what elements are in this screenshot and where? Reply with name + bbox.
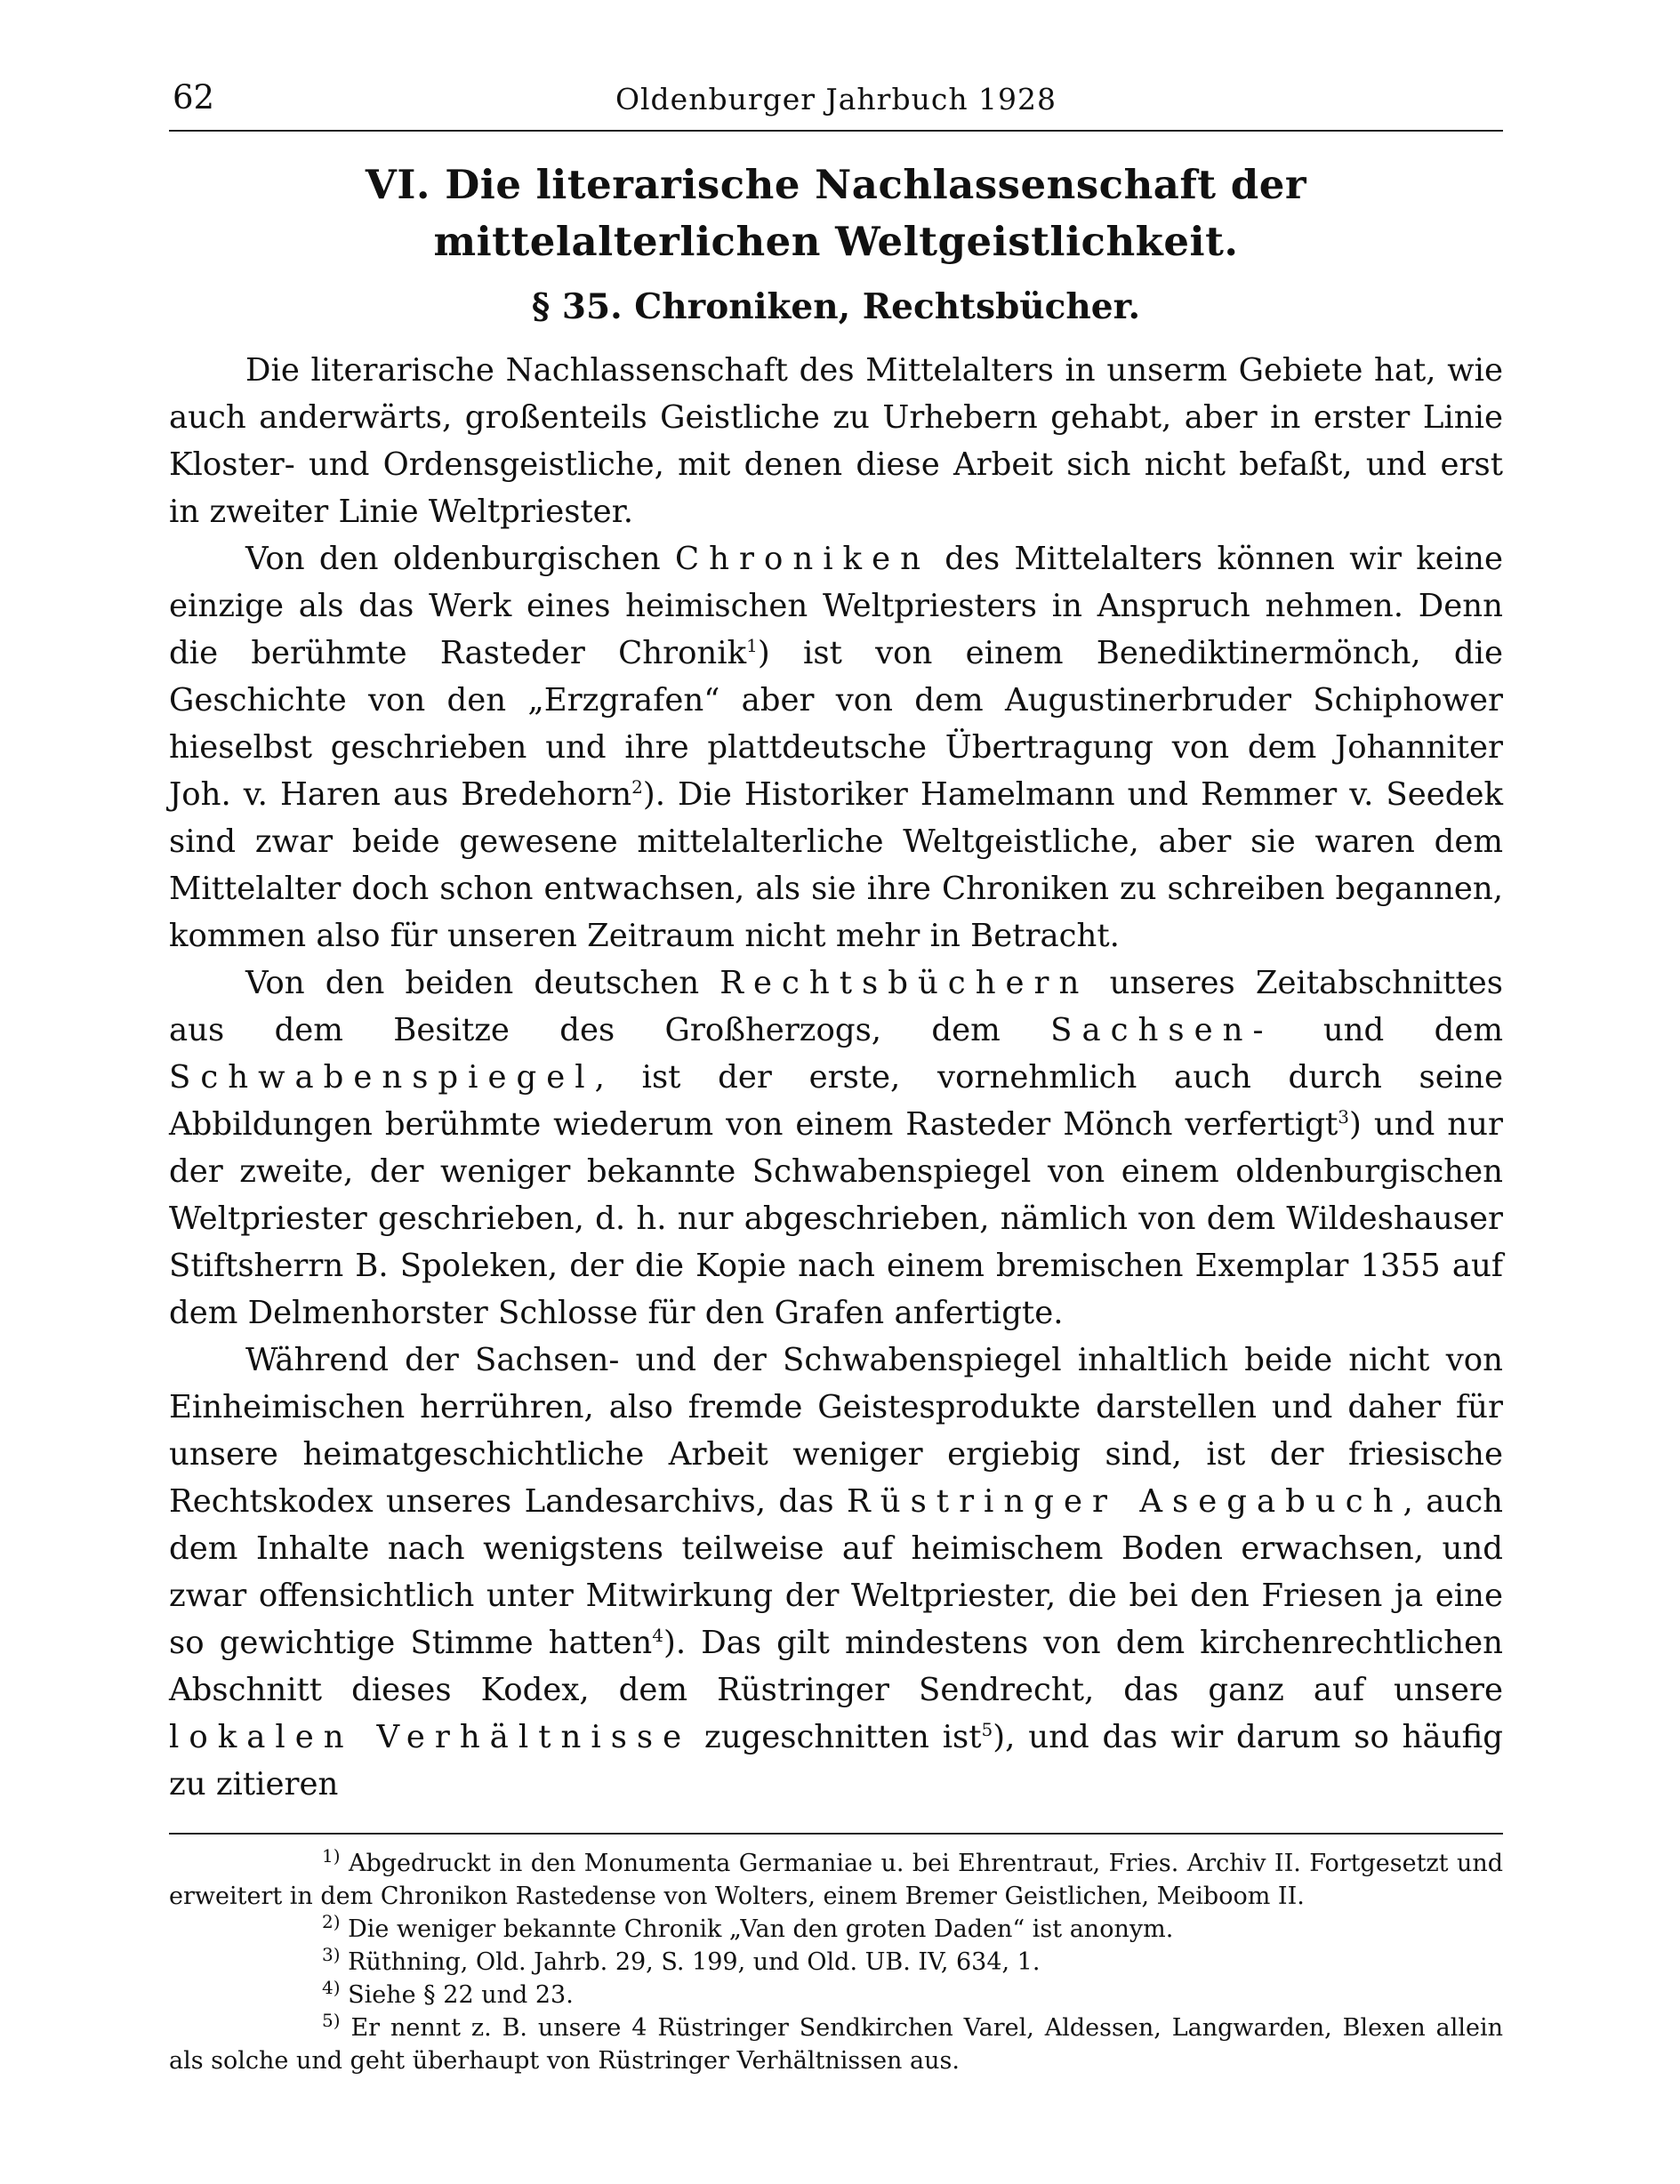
- text-run: ). Die Historiker Hamelmann und Remmer v. Seedek sind zwar beide gewesene mittelalterliche Weltgeistliche, aber sie waren dem Mittelalter doch schon entwachsen, als sie ihre Chroniken zu schreiben begannen, kommen also für unseren Zeitraum nicht mehr in Betracht.: [169, 776, 1503, 954]
- text-run: des Mittelalters können wir keine einzige als das Werk eines heimischen Weltpriesters in Anspruch nehmen. Denn die berühmte Rasteder Chronik: [169, 541, 1504, 671]
- paragraph-4: [169, 1337, 1503, 1808]
- footnote-divider: [169, 1833, 1503, 1835]
- document-page: [169, 71, 1503, 2077]
- running-header: [169, 71, 1503, 132]
- footnote-2: $^{2)}$ Die weniger bekannte Chronik „Van den groten Daden“ ist anonym.: [322, 1911, 1174, 1943]
- journal-title: Oldenburger Jahrbuch 1928: [615, 82, 1057, 116]
- body-text: [169, 347, 1503, 1808]
- spaced-term-chroniken: Chroniken: [674, 541, 930, 577]
- text-run: und dem: [1322, 1012, 1503, 1048]
- footnote-ref-3[interactable]: 3: [1338, 1106, 1350, 1128]
- footnote-5: $^{5)}$ Er nennt z. B. unsere 4 Rüstringer Sendkirchen Varel, Aldessen, Langwarden, Blexen allein als solche und geht überhaupt von Rüstringer Verhältnissen aus.: [169, 2010, 1503, 2075]
- footnote-text: Rüthning, Old. Jahrb. 29, S. 199, und Old. UB. IV, 634, 1.: [348, 1948, 1041, 1976]
- text-run: Während der Sachsen- und der Schwabenspiegel inhaltlich beide nicht von Einheimischen herrühren, also fremde Geistesprodukte darstellen und daher für unsere heimatgeschichtliche Arbeit weniger ergiebig sind, ist der friesische Rechtskodex unseres Landesarchivs, das: [169, 1342, 1503, 1520]
- spaced-term-schwabenspiegel: Schwabenspiegel: [169, 1059, 595, 1096]
- footnote-text: Er nennt z. B. unsere 4 Rüstringer Sendkirchen Varel, Aldessen, Langwarden, Blexen allein als solche und geht überhaupt von Rüstringer Verhältnissen aus.: [169, 2014, 1503, 2075]
- text-run: ), und das wir darum so häufig zu zitieren: [169, 1719, 1503, 1803]
- text-run: Von den oldenburgischen: [245, 541, 661, 577]
- footnote-ref-5[interactable]: 5: [981, 1719, 993, 1741]
- text-run: ). Das gilt mindestens von dem kirchenrechtlichen Abschnitt dieses Kodex, dem Rüstringer Sendrecht, das ganz auf unsere: [169, 1625, 1503, 1708]
- text-run: ) und nur der zweite, der weniger bekannte Schwabenspiegel von einem oldenburgischen Weltpriester geschrieben, d. h. nur abgeschrieben, nämlich von dem Wildeshauser Stiftsherrn B. Spoleken, der die Kopie nach einem bremischen Exemplar 1355 auf dem Delmenhorster Schlosse für den Grafen anfertigte.: [169, 1106, 1503, 1331]
- section-title: § 35. Chroniken, Rechtsbücher.: [531, 286, 1141, 327]
- footnote-ref-1[interactable]: 1: [746, 635, 758, 657]
- footnote-3: $^{3)}$ Rüthning, Old. Jahrb. 29, S. 199, und Old. UB. IV, 634, 1.: [322, 1944, 1041, 1976]
- spaced-term-sachsen: Sachsen-: [1050, 1012, 1274, 1048]
- footnote-ref-2[interactable]: 2: [631, 776, 643, 799]
- spaced-term-lokalen-verhaeltnisse: lokalen Verhältnisse: [169, 1719, 692, 1755]
- paragraph-1: Die literarische Nachlassenschaft des Mittelalters in unserm Gebiete hat, wie auch anderwärts, großenteils Geistliche zu Urhebern gehabt, aber in erster Linie Kloster- und Ordensgeistliche, mit denen diese Arbeit sich nicht befaßt, und erst in zweiter Linie Weltpriester.: [169, 352, 1503, 530]
- text-run: zugeschnitten ist: [703, 1719, 982, 1755]
- footnote-ref-4[interactable]: 4: [652, 1625, 663, 1647]
- footnote-text: Abgedruckt in den Monumenta Germaniae u. bei Ehrentraut, Fries. Archiv II. Fortgesetzt und erweitert in dem Chronikon Rastedense von Wolters, einem Bremer Geistlichen, Meiboom II.: [169, 1850, 1504, 1910]
- text-run: ) ist von einem Benediktinermönch, die Geschichte von den „Erzgrafen“ aber von dem Augustinerbruder Schiphower hieselbst geschrieben und ihre plattdeutsche Übertragung von dem Johanniter Joh. v. Haren aus Bredehorn: [169, 635, 1503, 813]
- text-run: , ist der erste, vornehmlich auch durch seine Abbildungen berühmte wiederum von einem Rasteder Mönch verfertigt: [169, 1059, 1503, 1143]
- paragraph-2: [169, 535, 1503, 960]
- footnote-text: Siehe § 22 und 23.: [348, 1981, 574, 2009]
- spaced-term-rechtsbuechern: Rechtsbüchern: [719, 965, 1089, 1001]
- text-run: unseres Zeitabschnittes aus dem Besitze des Großherzogs, dem: [169, 965, 1504, 1048]
- page-number: 62: [173, 78, 215, 116]
- text-run: , auch dem Inhalte nach wenigstens teilweise auf heimischem Boden erwachsen, und zwar offensichtlich unter Mitwirkung der Weltpriester, die bei den Friesen ja eine so gewichtige Stimme hatten: [169, 1483, 1503, 1661]
- footnote-4: $^{4)}$ Siehe § 22 und 23.: [322, 1977, 574, 2009]
- spaced-term-asegabuch: Rüstringer Asegabuch: [847, 1483, 1403, 1520]
- chapter-title: VI. Die literarische Nachlassenschaft der mittelalterlichen Weltgeistlichkeit.: [365, 161, 1307, 265]
- footnotes: [169, 1847, 1503, 2077]
- footnote-text: Die weniger bekannte Chronik „Van den groten Daden“ ist anonym.: [348, 1915, 1174, 1943]
- paragraph-3: [169, 960, 1503, 1337]
- footnote-1: $^{1)}$ Abgedruckt in den Monumenta Germaniae u. bei Ehrentraut, Fries. Archiv II. Fortgesetzt und erweitert in dem Chronikon Rastedense von Wolters, einem Bremer Geistlichen, Meiboom II.: [169, 1845, 1504, 1910]
- text-run: Von den beiden deutschen: [245, 965, 700, 1001]
